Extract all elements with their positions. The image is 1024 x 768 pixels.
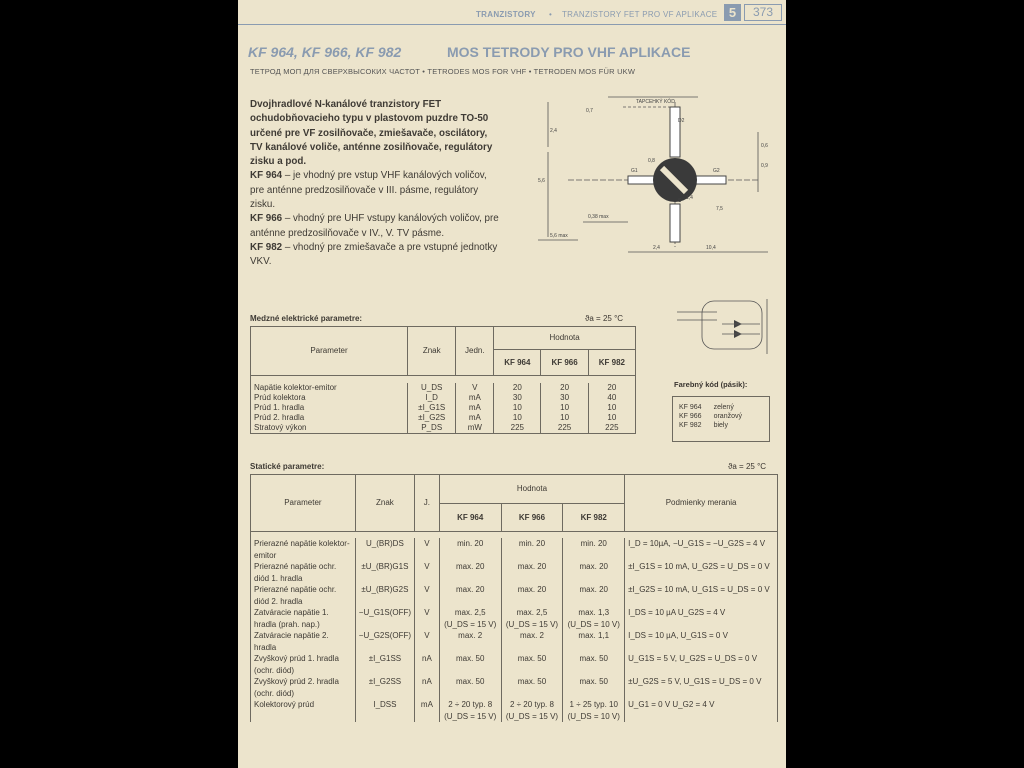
svg-text:0,7: 0,7	[586, 108, 593, 114]
limits-row: Stratový výkon P_DS mW 225 225 225	[251, 423, 636, 434]
svg-text:2,4: 2,4	[550, 128, 557, 134]
static-temp: ϑa = 25 °C	[728, 462, 767, 471]
colorcode-row: KF 982 biely	[679, 422, 728, 429]
static-row: Kolektorový prúd I_DSS mA 2 ÷ 20 typ. 8 (U_DS = 15 V) 2 ÷ 20 typ. 8 (U_DS = 15 V) 1 ÷ 25 typ. 10 (U_DS = 10 V) U_G1 = 0 V U_G2 = 4 V	[251, 699, 778, 722]
limits-h-param: Parameter	[251, 327, 408, 376]
static-h-unit: J.	[415, 475, 440, 532]
static-row: Zvyškový prúd 1. hradla (ochr. diód) ±I_G1SS nA max. 50 max. 50 max. 50 U_G1S = 5 V, U_G2S = U_DS = 0 V	[251, 653, 778, 676]
lead-top	[670, 107, 680, 157]
variant-kf966: KF 966 – vhodný pre UHF vstupy kanálových voličov, pre anténne predzosilňovače v IV., V. TV pásme.	[250, 213, 499, 239]
static-row: Zatváracie napätie 1. hradla (prah. nap.) −U_G1S(OFF) V max. 2,5 (U_DS = 15 V) max. 2,5 (U_DS = 15 V) max. 1,3 (U_DS = 10 V) I_DS = 10 µA U_G2S = 4 V	[251, 607, 778, 630]
page-number: 373	[744, 4, 782, 21]
svg-text:0,38 max: 0,38 max	[588, 214, 609, 220]
static-h-symbol: Znak	[355, 475, 414, 532]
datasheet-page	[238, 0, 786, 768]
page-subtitle: ТЕТРОД МОП ДЛЯ СВЕРХВЫСОКИХ ЧАСТОТ • TETRODES MOS FOR VHF • TETRODEN MOS FÜR UKW	[250, 67, 636, 76]
static-h-param: Parameter	[251, 475, 356, 532]
limits-row: Prúd kolektora I_D mA 30 30 40	[251, 393, 636, 403]
limits-h-value: Hodnota	[494, 327, 636, 350]
svg-text:5,6 max: 5,6 max	[550, 233, 568, 239]
static-row: Zvyškový prúd 2. hradla (ochr. diód) ±I_G2SS nA max. 50 max. 50 max. 50 ±U_G2S = 5 V, U_G1S = U_DS = 0 V	[251, 676, 778, 699]
svg-text:G1: G1	[631, 168, 638, 174]
svg-text:D2: D2	[678, 118, 685, 124]
header-bullet: •	[549, 10, 553, 19]
static-title: Statické parametre:	[250, 462, 325, 471]
limits-h-symbol: Znak	[408, 327, 456, 376]
colorcode-row: KF 964 zelený	[679, 404, 734, 411]
intro-paragraph: Dvojhradlové N-kanálové tranzistory FET ochudobňovacieho typu v plastovom puzdre TO-50 určené pre VF zosilňovače, zmiešavače, oscilátory, TV kanálové voliče, anténne zosilňovače, regulátory zisku a pod.	[250, 99, 493, 168]
svg-text:10,4: 10,4	[706, 245, 716, 251]
svg-text:G2: G2	[713, 168, 720, 174]
colorcode-title: Farebný kód (pásik):	[674, 380, 748, 389]
header-section: TRANZISTORY	[476, 10, 536, 19]
limits-row: Napätie kolektor-emitor U_DS V 20 20 20	[251, 383, 636, 393]
svg-text:S: S	[678, 198, 682, 204]
svg-text:0,8: 0,8	[648, 158, 655, 164]
limits-temp: ϑa = 25 °C	[585, 314, 624, 323]
static-h-conditions: Podmienky merania	[625, 475, 778, 532]
limits-h-unit: Jedn.	[456, 327, 494, 376]
static-row: Prierazné napätie ochr. diód 1. hradla ±U_(BR)G1S V max. 20 max. 20 max. 20 ±I_G1S = 10 mA, U_G2S = U_DS = 0 V	[251, 561, 778, 584]
header-subsection: TRANZISTORY FET PRO VF APLIKACE	[562, 10, 718, 19]
lead-bottom	[670, 204, 680, 242]
limits-h-model: KF 982	[588, 350, 635, 376]
chapter-number: 5	[724, 4, 741, 21]
page-title: MOS TETRODY PRO VHF APLIKACE	[447, 44, 691, 60]
svg-text:5,6: 5,6	[538, 178, 545, 184]
static-table: Parameter Znak J. Hodnota Podmienky merania KF 964 KF 966 KF 982 Prierazné napätie kolektor-emitor U_(BR)DS V min. 20 min. 20 min. 20 I_D = 10µA, −U_G1S = −U_G2S = 4 V Prierazné napätie ochr. diód 1. hradla ±U_(BR)G1S V max. 20 max. 20 max. 20 ±I_G1S = 10 mA, U_G2S = U_DS = 0 V Prierazné napätie ochr. diód 2. hradla ±U_(BR)G2S V max. 20 max. 20 max. 20 ±I_G2S = 10 mA, U_G1S = U_DS = 0 V Zatváracie napätie 1. hradla (prah. nap.) −U_G1S(OFF) V max. 2,5 (U_DS = 15 V) max. 2,5 (U_DS = 15 V) max. 1,3 (U_DS = 10 V) I_DS = 10 µA U_G2S = 4 V Zatváracie napätie 2. hradla −U_G2S(OFF) V max. 2 max. 2 max. 1,1 I_DS = 10 µA, U_G1S = 0 V Zvyškový prúd 1. hradla (ochr. diód) ±I_G1SS nA max. 50 max. 50 max. 50 U_G1S = 5 V, U_G2S = U_DS = 0 V Zvyškový prúd 2. hradla (ochr. diód) ±I_G2SS nA max. 50 max. 50 max. 50 ±U_G2S = 5 V, U_G1S = U_DS = 0 V Kolektorový prúd I_DSS mA 2 ÷ 20 typ. 8 (U_DS = 15 V) 2 ÷ 20 typ. 8 (U_DS = 15 V) 1 ÷ 25 typ. 10 (U_DS = 10 V) U_G1 = 0 V U_G2 = 4 V	[250, 474, 778, 722]
limits-table	[250, 326, 636, 434]
package-drawing	[528, 92, 778, 262]
svg-text:1,4: 1,4	[686, 195, 693, 201]
variant-kf982: KF 982 – vhodný pre zmiešavače a pre vstupné jednotky VKV.	[250, 241, 498, 268]
colorcode-box	[672, 396, 770, 442]
header-rule	[238, 24, 786, 25]
limits-row: Prúd 1. hradla ±I_G1S mA 10 10 10	[251, 403, 636, 413]
static-row: Prierazné napätie kolektor-emitor U_(BR)DS V min. 20 min. 20 min. 20 I_D = 10µA, −U_G1S = −U_G2S = 4 V	[251, 538, 778, 561]
limits-h-model: KF 964	[494, 350, 541, 376]
svg-text:7,5: 7,5	[716, 206, 723, 212]
part-numbers: KF 964, KF 966, KF 982	[248, 44, 402, 60]
static-row: Prierazné napätie ochr. diód 2. hradla ±U_(BR)G2S V max. 20 max. 20 max. 20 ±I_G2S = 10 mA, U_G1S = U_DS = 0 V	[251, 584, 778, 607]
intro-text	[250, 98, 500, 270]
svg-text:TAPCEHKÝ KÓD: TAPCEHKÝ KÓD	[636, 99, 675, 105]
colorcode-row: KF 966 oranžový	[679, 413, 742, 420]
lead-right	[696, 176, 726, 184]
page-header	[238, 0, 786, 26]
svg-text:0,9: 0,9	[761, 163, 768, 169]
variant-kf964: KF 964 – je vhodný pre vstup VHF kanálových voličov, pre anténne predzosilňovače v III. pásme, regulátory zisku.	[250, 170, 487, 211]
schematic-symbol	[672, 296, 777, 356]
limits-h-model: KF 966	[541, 350, 588, 376]
static-row: Zatváracie napätie 2. hradla −U_G2S(OFF) V max. 2 max. 2 max. 1,1 I_DS = 10 µA, U_G1S = 0 V	[251, 630, 778, 653]
static-h-value: Hodnota	[439, 475, 624, 504]
limits-title: Medzné elektrické parametre:	[250, 314, 363, 323]
limits-row: Prúd 2. hradla ±I_G2S mA 10 10 10	[251, 413, 636, 423]
svg-text:0,6: 0,6	[761, 143, 768, 149]
svg-text:2,4: 2,4	[653, 245, 660, 251]
